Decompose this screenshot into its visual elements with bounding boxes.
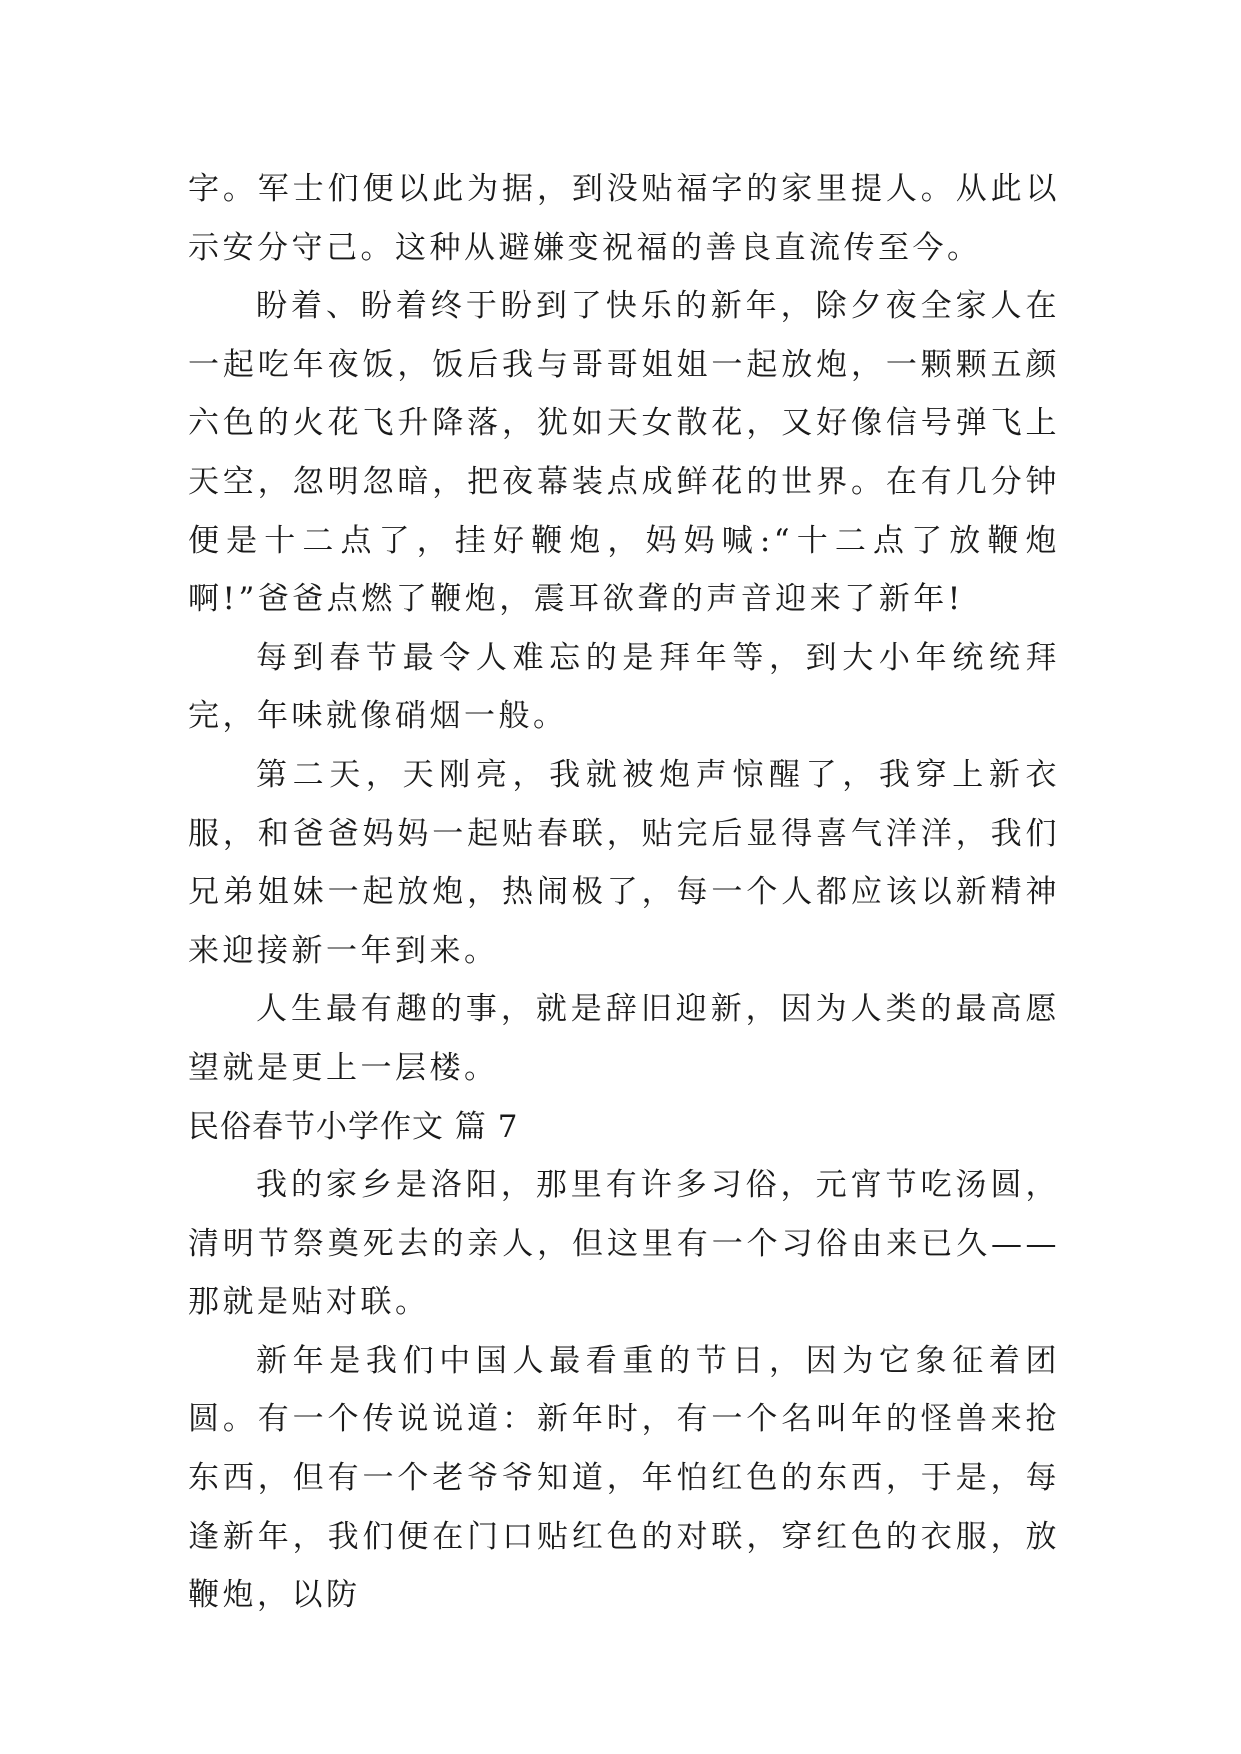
document-body [188,160,1060,1625]
paragraph-3: 每到春节最令人难忘的是拜年等，到大小年统统拜完，年味就像硝烟一般。 [188,639,1060,735]
section-heading: 民俗春节小学作文 篇 7 [188,1108,519,1145]
paragraph-7: 新年是我们中国人最看重的节日，因为它象征着团圆。有一个传说说道：新年时，有一个名叫年的怪兽来抢东西，但有一个老爷爷知道，年怕红色的东西，于是，每逢新年，我们便在门口贴红色的对联，穿红色的衣服，放鞭炮，以防 [188,1342,1060,1614]
paragraph-2: 盼着、盼着终于盼到了快乐的新年，除夕夜全家人在一起吃年夜饭，饭后我与哥哥姐姐一起放炮，一颗颗五颜六色的火花飞升降落，犹如天女散花，又好像信号弹飞上天空，忽明忽暗，把夜幕装点成鲜花的世界。在有几分钟便是十二点了，挂好鞭炮，妈妈喊:“十二点了放鞭炮啊!”爸爸点燃了鞭炮，震耳欲聋的声音迎来了新年! [188,288,1060,618]
paragraph-4: 第二天，天刚亮，我就被炮声惊醒了，我穿上新衣服，和爸爸妈妈一起贴春联，贴完后显得喜气洋洋，我们兄弟姐妹一起放炮，热闹极了，每一个人都应该以新精神来迎接新一年到来。 [188,756,1060,969]
paragraph-5: 人生最有趣的事，就是辞旧迎新，因为人类的最高愿望就是更上一层楼。 [188,991,1060,1086]
paragraph-6: 我的家乡是洛阳，那里有许多习俗，元宵节吃汤圆，清明节祭奠死去的亲人，但这里有一个习俗由来已久——那就是贴对联。 [188,1167,1060,1321]
paragraph-1: 字。军士们便以此为据，到没贴福字的家里提人。从此以示安分守己。这种从避嫌变祝福的善良直流传至今。 [188,171,1060,266]
